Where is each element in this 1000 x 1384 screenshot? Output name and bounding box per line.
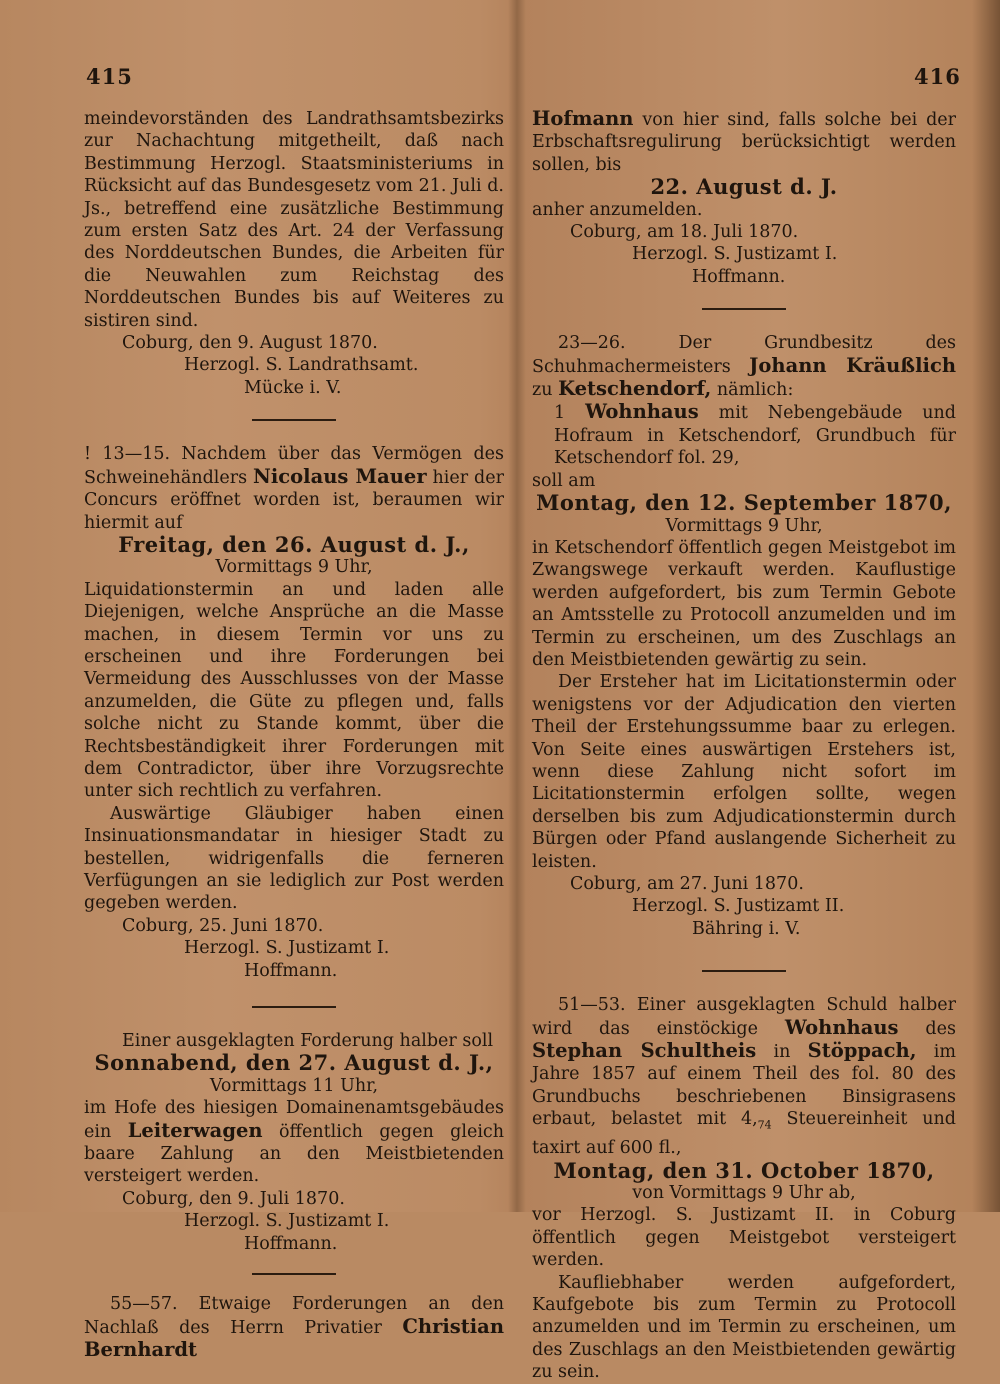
notice-signatory: Hoffmann. bbox=[244, 960, 338, 981]
left-column bbox=[84, 108, 504, 1362]
notice-date: Coburg, den 9. Juli 1870. bbox=[122, 1188, 345, 1209]
notice-authority: Herzogl. S. Justizamt II. bbox=[632, 896, 845, 917]
notice-text: in Ketschendorf öffentlich gegen Meistgebot im Zwangswege verkauft werden. Kauflustige werden aufgefordert, bis zum Termin Gebote an Amtsstelle zu Protocoll anzumelden und im Termin zu erscheinen, um des Zuschlags an den Meistbietenden gewärtig zu sein. bbox=[532, 537, 956, 670]
notice-text: Liquidationstermin an und laden alle Diejenigen, welche Ansprüche an die Masse machen, in diesem Termin vor uns zu erscheinen und ihre Forderungen bei Vermeidung des Ausschlusses von der Masse anzumelden, die Güte zu pflegen und, falls solche nicht zu Stande kommt, über die Rechtsbeständigkeit ihrer Forderungen mit dem Contradictor, über ihre Vorzugsrechte unter sich rechtlich zu verfahren. bbox=[84, 579, 504, 802]
page-number-left: 415 bbox=[86, 64, 133, 89]
page-number-right: 416 bbox=[914, 64, 961, 89]
notice-text: hier der Concurs eröffnet worden ist, beraumen wir hiermit auf bbox=[84, 467, 504, 533]
person-name: Stephan Schultheis bbox=[532, 1039, 757, 1063]
notice-text: Einer ausgeklagten Forderung halber soll bbox=[122, 1031, 494, 1052]
notice-date: Coburg, am 27. Juni 1870. bbox=[570, 874, 804, 894]
time-line: Vormittags 11 Uhr, bbox=[209, 1075, 379, 1096]
notice-auction-leiterwagen bbox=[84, 1030, 504, 1255]
notice-authority: Herzogl. S. Landrathsamt. bbox=[184, 355, 419, 376]
place-name: Ketschendorf, bbox=[558, 377, 712, 401]
notice-text: Kaufliebhaber werden aufgefordert, Kaufgebote bis zum Termin zu Protocoll anzumelden und im Termin zu erscheinen, um des Zuschlags an den Meistbietenden gewärtig zu sein. bbox=[532, 1272, 956, 1383]
notice-sale-kraeusslich bbox=[532, 332, 956, 940]
deadline-heading: Montag, den 12. September 1870, bbox=[536, 490, 952, 516]
notice-signatory: Bähring i. V. bbox=[692, 918, 801, 939]
notice-concurs-mauer bbox=[84, 443, 504, 982]
notice-text: meindevorständen des Landrathsamtsbezirks zur Nachachtung mitgetheilt, daß nach Bestimmung Herzogl. Staatsministeriums in Rücksicht auf das Bundesgesetz vom 21. Juli d. Js., betreffend eine zusätzliche Bestimmung zum ersten Satz des Art. 24 der Verfassung des Norddeutschen Bundes, die Arbeiten für die Neuwahlen zum Reichstag des Norddeutschen Bundes bis auf Weiteres zu sistiren sind. bbox=[84, 109, 504, 331]
notice-authority: Herzogl. S. Justizamt I. bbox=[184, 1211, 390, 1232]
person-name: Hofmann bbox=[532, 107, 634, 130]
person-name: Christian Bernhardt bbox=[84, 1314, 504, 1361]
property-type: Wohnhaus bbox=[585, 400, 699, 424]
deadline-heading: Freitag, den 26. August d. J., bbox=[118, 531, 470, 557]
item-number: 1 bbox=[554, 403, 566, 424]
property-description: mit Nebengebäude und Hofraum in Ketschendorf, Grundbuch für Ketschendorf fol. 29, bbox=[554, 403, 956, 469]
tax-fraction: 74 bbox=[757, 1118, 772, 1132]
notice-text: vor Herzogl. S. Justizamt II. in Coburg öffentlich gegen Meistgebot versteigert werden. bbox=[532, 1205, 956, 1271]
tax-value bbox=[740, 1109, 772, 1132]
notice-text: 51—53. Einer ausgeklagten Schuld halber wird das einstöckige bbox=[532, 995, 956, 1039]
person-name: Johann Kräußlich bbox=[749, 353, 956, 377]
notice-text: im Jahre 1857 auf einem Theil des fol. 80 des Grundbuchs beschriebenen Binsigrasens erbaut, belastet mit bbox=[532, 1042, 956, 1130]
notice-text: ! 13—15. Nachdem über das Vermögen des Schweinehändlers bbox=[84, 444, 504, 488]
notice-estate-bernhardt bbox=[84, 1293, 504, 1362]
book-gutter bbox=[508, 0, 526, 1212]
notice-text: im Hofe des hiesigen Domainenamtsgebäudes ein bbox=[84, 1098, 504, 1142]
time-line: von Vormittags 9 Uhr ab, bbox=[632, 1182, 856, 1203]
notice-text: des bbox=[925, 1018, 956, 1039]
deadline-heading: Montag, den 31. October 1870, bbox=[553, 1157, 935, 1183]
notice-text: Der Ersteher hat im Licitationstermin oder wenigstens vor der Adjudication den vierten Theil der Erstehungssumme baar zu erlegen. Von Seite eines auswärtigen Erstehers ist, wenn diese Zahlung nicht sofort im Licitationstermin erfolgen sollte, wegen derselben bis zum Adjudicationstermin durch Bürgen oder Pfand auslangende Sicherheit zu leisten. bbox=[532, 672, 956, 872]
page-edge-shadow bbox=[972, 0, 1000, 1212]
auction-object: Leiterwagen bbox=[127, 1118, 263, 1142]
notice-date: Coburg, am 18. Juli 1870. bbox=[570, 222, 799, 243]
notice-text: in bbox=[773, 1042, 791, 1063]
property-type: Wohnhaus bbox=[784, 1015, 899, 1039]
notice-date: Coburg, den 9. August 1870. bbox=[122, 333, 378, 354]
time-line: Vormittags 9 Uhr, bbox=[215, 557, 373, 578]
tax-integer: 4, bbox=[740, 1109, 758, 1130]
deadline-heading: Sonnabend, den 27. August d. J., bbox=[94, 1050, 494, 1076]
separator-rule bbox=[702, 970, 786, 972]
separator-rule bbox=[702, 308, 786, 310]
notice-text: öffentlich gegen gleich baare Zahlung an den Meistbietenden versteigert werden. bbox=[84, 1121, 504, 1187]
person-name: Nicolaus Mauer bbox=[253, 464, 427, 488]
notice-text: soll am bbox=[532, 470, 596, 491]
notice-auction-schultheis bbox=[532, 994, 956, 1383]
notice-authority: Herzogl. S. Justizamt I. bbox=[184, 938, 390, 959]
notice-text: zu bbox=[532, 380, 553, 401]
notice-text: von hier sind, falls solche bei der Erbschaftsregulirung berücksichtigt werden sollen, bis bbox=[532, 110, 956, 175]
notice-signatory: Hoffmann. bbox=[244, 1233, 338, 1254]
notice-text: 23—26. Der Grundbesitz des Schuhmachermeisters bbox=[532, 333, 956, 377]
notice-text: anher anzumelden. bbox=[532, 199, 703, 220]
notice-signatory: Hoffmann. bbox=[692, 266, 786, 287]
right-column bbox=[532, 108, 956, 1384]
separator-rule bbox=[252, 419, 336, 421]
place-name: Stöppach, bbox=[807, 1039, 917, 1063]
time-line: Vormittags 9 Uhr, bbox=[665, 515, 823, 536]
notice-text: Steuereinheit und taxirt auf 600 fl., bbox=[532, 1109, 956, 1159]
notice-authority: Herzogl. S. Justizamt I. bbox=[632, 244, 838, 265]
separator-rule bbox=[252, 1006, 336, 1008]
deadline-heading: 22. August d. J. bbox=[650, 174, 838, 200]
notice-date: Coburg, 25. Juni 1870. bbox=[122, 915, 324, 936]
separator-rule bbox=[252, 1273, 336, 1275]
notice-signatory: Mücke i. V. bbox=[244, 377, 342, 398]
notice-text: Auswärtige Gläubiger haben einen Insinuationsmandatar in hiesiger Stadt zu bestellen, widrigenfalls die ferneren Verfügungen an sie lediglich zur Post werden gegeben werden. bbox=[84, 803, 504, 914]
notice-text: 55—57. Etwaige Forderungen an den Nachlaß des Herrn Privatier bbox=[84, 1294, 504, 1338]
notice-estate-continued bbox=[532, 108, 956, 288]
notice-text: nämlich: bbox=[716, 380, 794, 401]
notice-reichstag-elections bbox=[84, 108, 504, 399]
